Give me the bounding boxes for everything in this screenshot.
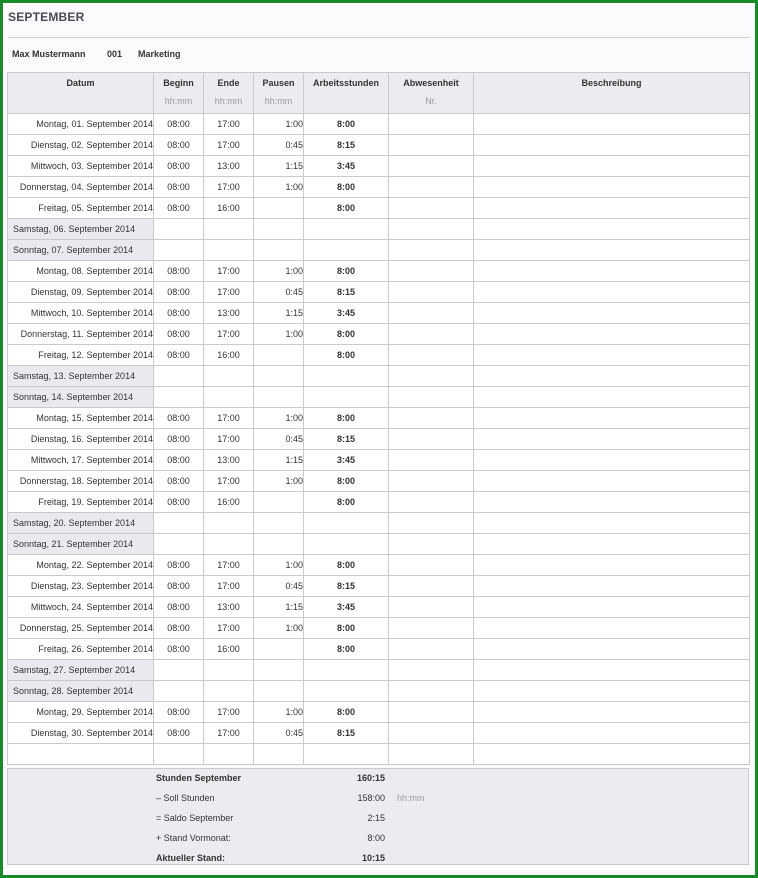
absence-cell[interactable] bbox=[389, 744, 474, 765]
pause-cell[interactable]: 1:00 bbox=[254, 555, 304, 576]
end-cell[interactable]: 17:00 bbox=[204, 618, 254, 639]
pause-cell[interactable] bbox=[254, 240, 304, 261]
pause-cell[interactable]: 1:00 bbox=[254, 618, 304, 639]
pause-cell[interactable]: 0:45 bbox=[254, 723, 304, 744]
pause-cell[interactable]: 1:00 bbox=[254, 702, 304, 723]
employee-number: 001 bbox=[107, 49, 123, 59]
begin-cell[interactable]: 08:00 bbox=[154, 261, 204, 282]
table-row-weekend bbox=[8, 513, 750, 534]
description-cell[interactable] bbox=[474, 408, 750, 429]
begin-cell[interactable]: 08:00 bbox=[154, 450, 204, 471]
begin-cell[interactable]: 08:00 bbox=[154, 408, 204, 429]
table-row bbox=[8, 261, 750, 282]
absence-cell[interactable] bbox=[389, 303, 474, 324]
absence-cell[interactable] bbox=[389, 198, 474, 219]
pause-cell[interactable]: 1:00 bbox=[254, 471, 304, 492]
hours-cell[interactable]: 8:00 bbox=[304, 618, 389, 639]
begin-cell[interactable]: 08:00 bbox=[154, 345, 204, 366]
date-cell[interactable]: Mittwoch, 17. September 2014 bbox=[8, 450, 154, 471]
begin-cell[interactable]: 08:00 bbox=[154, 429, 204, 450]
description-cell[interactable] bbox=[474, 156, 750, 177]
date-cell[interactable]: Dienstag, 30. September 2014 bbox=[8, 723, 154, 744]
description-cell[interactable] bbox=[474, 429, 750, 450]
date-cell[interactable]: Samstag, 27. September 2014 bbox=[8, 660, 154, 681]
table-row bbox=[8, 576, 750, 597]
pause-cell[interactable] bbox=[254, 513, 304, 534]
summary-previous-label: + Stand Vormonat: bbox=[156, 833, 231, 843]
hours-cell[interactable]: 8:00 bbox=[304, 471, 389, 492]
date-cell[interactable]: Sonntag, 21. September 2014 bbox=[8, 534, 154, 555]
description-cell[interactable] bbox=[474, 387, 750, 408]
end-cell[interactable] bbox=[204, 534, 254, 555]
absence-cell[interactable] bbox=[389, 408, 474, 429]
page-title: SEPTEMBER bbox=[8, 10, 85, 24]
hours-cell[interactable]: 3:45 bbox=[304, 450, 389, 471]
table-row bbox=[8, 744, 750, 765]
end-cell[interactable] bbox=[204, 366, 254, 387]
hours-cell[interactable]: 8:00 bbox=[304, 198, 389, 219]
description-cell[interactable] bbox=[474, 597, 750, 618]
end-cell[interactable]: 16:00 bbox=[204, 198, 254, 219]
table-row bbox=[8, 618, 750, 639]
pause-cell[interactable] bbox=[254, 366, 304, 387]
end-cell[interactable] bbox=[204, 744, 254, 765]
date-cell[interactable]: Donnerstag, 04. September 2014 bbox=[8, 177, 154, 198]
end-cell[interactable] bbox=[204, 240, 254, 261]
absence-cell[interactable] bbox=[389, 471, 474, 492]
description-cell[interactable] bbox=[474, 135, 750, 156]
begin-cell[interactable] bbox=[154, 660, 204, 681]
col-header-pausen: Pausen hh:mm bbox=[254, 73, 304, 114]
summary-balance-value: 2:15 bbox=[367, 813, 385, 823]
table-row-weekend bbox=[8, 366, 750, 387]
absence-cell[interactable] bbox=[389, 660, 474, 681]
end-cell[interactable]: 17:00 bbox=[204, 282, 254, 303]
table-row-weekend bbox=[8, 240, 750, 261]
absence-cell[interactable] bbox=[389, 576, 474, 597]
col-header-ende: Ende hh:mm bbox=[204, 73, 254, 114]
summary-hours-label: Stunden September bbox=[156, 773, 242, 783]
date-cell[interactable]: Dienstag, 23. September 2014 bbox=[8, 576, 154, 597]
date-cell[interactable]: Dienstag, 16. September 2014 bbox=[8, 429, 154, 450]
end-cell[interactable] bbox=[204, 387, 254, 408]
timesheet-table bbox=[7, 72, 750, 765]
date-cell[interactable]: Sonntag, 14. September 2014 bbox=[8, 387, 154, 408]
pause-cell[interactable]: 1:15 bbox=[254, 303, 304, 324]
date-cell[interactable]: Sonntag, 07. September 2014 bbox=[8, 240, 154, 261]
summary-balance-label: = Saldo September bbox=[156, 813, 234, 823]
end-cell[interactable]: 17:00 bbox=[204, 408, 254, 429]
date-cell[interactable]: Freitag, 12. September 2014 bbox=[8, 345, 154, 366]
absence-cell[interactable] bbox=[389, 345, 474, 366]
table-row bbox=[8, 555, 750, 576]
pause-cell[interactable]: 1:00 bbox=[254, 261, 304, 282]
pause-cell[interactable] bbox=[254, 744, 304, 765]
begin-cell[interactable]: 08:00 bbox=[154, 198, 204, 219]
begin-cell[interactable] bbox=[154, 240, 204, 261]
absence-cell[interactable] bbox=[389, 114, 474, 135]
summary-target-label: – Soll Stunden bbox=[156, 793, 215, 803]
end-cell[interactable] bbox=[204, 219, 254, 240]
pause-cell[interactable]: 0:45 bbox=[254, 282, 304, 303]
table-row-weekend bbox=[8, 681, 750, 702]
table-row bbox=[8, 177, 750, 198]
begin-cell[interactable] bbox=[154, 744, 204, 765]
summary-current-value: 10:15 bbox=[361, 853, 385, 863]
table-row bbox=[8, 198, 750, 219]
absence-cell[interactable] bbox=[389, 282, 474, 303]
begin-cell[interactable] bbox=[154, 366, 204, 387]
hours-cell[interactable] bbox=[304, 219, 389, 240]
table-row bbox=[8, 408, 750, 429]
date-cell[interactable]: Dienstag, 02. September 2014 bbox=[8, 135, 154, 156]
monthly-summary bbox=[7, 768, 749, 865]
table-row bbox=[8, 639, 750, 660]
begin-cell[interactable]: 08:00 bbox=[154, 471, 204, 492]
absence-cell[interactable] bbox=[389, 177, 474, 198]
absence-cell[interactable] bbox=[389, 387, 474, 408]
summary-current-label: Aktueller Stand: bbox=[156, 853, 226, 863]
hours-cell[interactable]: 8:00 bbox=[304, 114, 389, 135]
table-row bbox=[8, 135, 750, 156]
description-cell[interactable] bbox=[474, 114, 750, 135]
hours-cell[interactable] bbox=[304, 534, 389, 555]
end-cell[interactable]: 17:00 bbox=[204, 471, 254, 492]
begin-cell[interactable]: 08:00 bbox=[154, 156, 204, 177]
table-row bbox=[8, 471, 750, 492]
hours-cell[interactable] bbox=[304, 366, 389, 387]
begin-cell[interactable] bbox=[154, 534, 204, 555]
absence-cell[interactable] bbox=[389, 135, 474, 156]
begin-cell[interactable]: 08:00 bbox=[154, 555, 204, 576]
hours-cell[interactable]: 8:00 bbox=[304, 702, 389, 723]
date-cell[interactable]: Montag, 08. September 2014 bbox=[8, 261, 154, 282]
absence-cell[interactable] bbox=[389, 597, 474, 618]
pause-cell[interactable]: 0:45 bbox=[254, 576, 304, 597]
employee-name: Max Mustermann bbox=[12, 49, 86, 59]
hours-cell[interactable] bbox=[304, 744, 389, 765]
col-header-beschreibung: Beschreibung bbox=[474, 73, 750, 114]
end-cell[interactable]: 17:00 bbox=[204, 114, 254, 135]
date-cell[interactable]: Freitag, 19. September 2014 bbox=[8, 492, 154, 513]
table-header-row bbox=[8, 73, 750, 114]
end-cell[interactable]: 17:00 bbox=[204, 555, 254, 576]
end-cell[interactable]: 17:00 bbox=[204, 723, 254, 744]
pause-cell[interactable] bbox=[254, 660, 304, 681]
description-cell[interactable] bbox=[474, 555, 750, 576]
pause-cell[interactable] bbox=[254, 219, 304, 240]
description-cell[interactable] bbox=[474, 177, 750, 198]
date-cell[interactable]: Montag, 22. September 2014 bbox=[8, 555, 154, 576]
hours-cell[interactable] bbox=[304, 240, 389, 261]
pause-cell[interactable] bbox=[254, 198, 304, 219]
description-cell[interactable] bbox=[474, 513, 750, 534]
begin-cell[interactable]: 08:00 bbox=[154, 597, 204, 618]
end-cell[interactable]: 13:00 bbox=[204, 156, 254, 177]
absence-cell[interactable] bbox=[389, 702, 474, 723]
description-cell[interactable] bbox=[474, 723, 750, 744]
hours-cell[interactable]: 8:00 bbox=[304, 324, 389, 345]
hours-cell[interactable] bbox=[304, 660, 389, 681]
pause-cell[interactable]: 1:15 bbox=[254, 450, 304, 471]
pause-cell[interactable]: 1:00 bbox=[254, 324, 304, 345]
absence-cell[interactable] bbox=[389, 366, 474, 387]
date-cell[interactable]: Montag, 01. September 2014 bbox=[8, 114, 154, 135]
table-row bbox=[8, 345, 750, 366]
date-cell[interactable]: Samstag, 20. September 2014 bbox=[8, 513, 154, 534]
absence-cell[interactable] bbox=[389, 156, 474, 177]
absence-cell[interactable] bbox=[389, 555, 474, 576]
date-cell[interactable] bbox=[8, 744, 154, 765]
table-row bbox=[8, 702, 750, 723]
date-cell[interactable]: Donnerstag, 25. September 2014 bbox=[8, 618, 154, 639]
description-cell[interactable] bbox=[474, 744, 750, 765]
absence-cell[interactable] bbox=[389, 429, 474, 450]
date-cell[interactable]: Mittwoch, 10. September 2014 bbox=[8, 303, 154, 324]
pause-cell[interactable]: 1:15 bbox=[254, 156, 304, 177]
description-cell[interactable] bbox=[474, 261, 750, 282]
date-cell[interactable]: Mittwoch, 03. September 2014 bbox=[8, 156, 154, 177]
date-cell[interactable]: Montag, 29. September 2014 bbox=[8, 702, 154, 723]
pause-cell[interactable]: 1:00 bbox=[254, 408, 304, 429]
pause-cell[interactable]: 0:45 bbox=[254, 429, 304, 450]
description-cell[interactable] bbox=[474, 639, 750, 660]
table-row bbox=[8, 114, 750, 135]
description-cell[interactable] bbox=[474, 324, 750, 345]
absence-cell[interactable] bbox=[389, 492, 474, 513]
hours-cell[interactable]: 3:45 bbox=[304, 303, 389, 324]
table-row bbox=[8, 450, 750, 471]
end-cell[interactable]: 17:00 bbox=[204, 135, 254, 156]
begin-cell[interactable]: 08:00 bbox=[154, 618, 204, 639]
date-cell[interactable]: Samstag, 13. September 2014 bbox=[8, 366, 154, 387]
date-cell[interactable]: Donnerstag, 18. September 2014 bbox=[8, 471, 154, 492]
hours-cell[interactable]: 8:00 bbox=[304, 555, 389, 576]
description-cell[interactable] bbox=[474, 576, 750, 597]
end-cell[interactable]: 17:00 bbox=[204, 576, 254, 597]
date-cell[interactable]: Donnerstag, 11. September 2014 bbox=[8, 324, 154, 345]
hours-cell[interactable]: 3:45 bbox=[304, 156, 389, 177]
table-row-weekend bbox=[8, 387, 750, 408]
summary-target-value: 158:00 bbox=[357, 793, 385, 803]
description-cell[interactable] bbox=[474, 471, 750, 492]
hours-cell[interactable]: 3:45 bbox=[304, 597, 389, 618]
absence-cell[interactable] bbox=[389, 261, 474, 282]
table-row bbox=[8, 597, 750, 618]
begin-cell[interactable] bbox=[154, 681, 204, 702]
begin-cell[interactable]: 08:00 bbox=[154, 324, 204, 345]
hours-cell[interactable]: 8:15 bbox=[304, 576, 389, 597]
pause-cell[interactable] bbox=[254, 681, 304, 702]
table-row bbox=[8, 723, 750, 744]
pause-cell[interactable] bbox=[254, 534, 304, 555]
absence-cell[interactable] bbox=[389, 450, 474, 471]
absence-cell[interactable] bbox=[389, 240, 474, 261]
absence-cell[interactable] bbox=[389, 219, 474, 240]
pause-cell[interactable]: 1:15 bbox=[254, 597, 304, 618]
begin-cell[interactable]: 08:00 bbox=[154, 282, 204, 303]
description-cell[interactable] bbox=[474, 534, 750, 555]
hours-cell[interactable] bbox=[304, 681, 389, 702]
end-cell[interactable]: 13:00 bbox=[204, 450, 254, 471]
col-header-abwesenheit: Abwesenheit Nr. bbox=[389, 73, 474, 114]
table-row bbox=[8, 156, 750, 177]
date-cell[interactable]: Montag, 15. September 2014 bbox=[8, 408, 154, 429]
absence-cell[interactable] bbox=[389, 723, 474, 744]
begin-cell[interactable]: 08:00 bbox=[154, 303, 204, 324]
description-cell[interactable] bbox=[474, 660, 750, 681]
date-cell[interactable]: Freitag, 05. September 2014 bbox=[8, 198, 154, 219]
date-cell[interactable]: Samstag, 06. September 2014 bbox=[8, 219, 154, 240]
description-cell[interactable] bbox=[474, 240, 750, 261]
end-cell[interactable]: 17:00 bbox=[204, 177, 254, 198]
col-header-arbeitsstunden: Arbeitsstunden bbox=[304, 73, 389, 114]
description-cell[interactable] bbox=[474, 450, 750, 471]
employee-department: Marketing bbox=[138, 49, 181, 59]
end-cell[interactable] bbox=[204, 513, 254, 534]
description-cell[interactable] bbox=[474, 492, 750, 513]
end-cell[interactable]: 16:00 bbox=[204, 492, 254, 513]
absence-cell[interactable] bbox=[389, 534, 474, 555]
begin-cell[interactable]: 08:00 bbox=[154, 702, 204, 723]
begin-cell[interactable]: 08:00 bbox=[154, 576, 204, 597]
end-cell[interactable] bbox=[204, 681, 254, 702]
hours-cell[interactable]: 8:15 bbox=[304, 135, 389, 156]
end-cell[interactable]: 13:00 bbox=[204, 597, 254, 618]
begin-cell[interactable]: 08:00 bbox=[154, 639, 204, 660]
begin-cell[interactable]: 08:00 bbox=[154, 723, 204, 744]
absence-cell[interactable] bbox=[389, 618, 474, 639]
hours-cell[interactable] bbox=[304, 513, 389, 534]
end-cell[interactable]: 17:00 bbox=[204, 324, 254, 345]
begin-cell[interactable]: 08:00 bbox=[154, 114, 204, 135]
end-cell[interactable]: 13:00 bbox=[204, 303, 254, 324]
pause-cell[interactable]: 0:45 bbox=[254, 135, 304, 156]
begin-cell[interactable]: 08:00 bbox=[154, 177, 204, 198]
begin-cell[interactable] bbox=[154, 219, 204, 240]
pause-cell[interactable]: 1:00 bbox=[254, 177, 304, 198]
hours-cell[interactable]: 8:15 bbox=[304, 723, 389, 744]
description-cell[interactable] bbox=[474, 702, 750, 723]
hours-cell[interactable] bbox=[304, 387, 389, 408]
hours-cell[interactable]: 8:15 bbox=[304, 429, 389, 450]
date-cell[interactable]: Mittwoch, 24. September 2014 bbox=[8, 597, 154, 618]
absence-cell[interactable] bbox=[389, 513, 474, 534]
date-cell[interactable]: Sonntag, 28. September 2014 bbox=[8, 681, 154, 702]
description-cell[interactable] bbox=[474, 282, 750, 303]
table-row bbox=[8, 324, 750, 345]
absence-cell[interactable] bbox=[389, 681, 474, 702]
end-cell[interactable] bbox=[204, 660, 254, 681]
absence-cell[interactable] bbox=[389, 639, 474, 660]
begin-cell[interactable]: 08:00 bbox=[154, 135, 204, 156]
description-cell[interactable] bbox=[474, 681, 750, 702]
table-row-weekend bbox=[8, 219, 750, 240]
begin-cell[interactable]: 08:00 bbox=[154, 492, 204, 513]
description-cell[interactable] bbox=[474, 366, 750, 387]
hours-cell[interactable]: 8:00 bbox=[304, 177, 389, 198]
hours-cell[interactable]: 8:00 bbox=[304, 408, 389, 429]
hours-cell[interactable]: 8:00 bbox=[304, 345, 389, 366]
description-cell[interactable] bbox=[474, 219, 750, 240]
table-row bbox=[8, 492, 750, 513]
table-row bbox=[8, 303, 750, 324]
pause-cell[interactable] bbox=[254, 387, 304, 408]
summary-hours-value: 160:15 bbox=[356, 773, 385, 783]
end-cell[interactable]: 17:00 bbox=[204, 702, 254, 723]
summary-target-unit: hh:mm bbox=[397, 793, 425, 803]
col-header-datum: Datum bbox=[8, 73, 154, 114]
date-cell[interactable]: Freitag, 26. September 2014 bbox=[8, 639, 154, 660]
table-row bbox=[8, 429, 750, 450]
table-row-weekend bbox=[8, 660, 750, 681]
description-cell[interactable] bbox=[474, 618, 750, 639]
pause-cell[interactable] bbox=[254, 345, 304, 366]
pause-cell[interactable] bbox=[254, 639, 304, 660]
summary-previous-value: 8:00 bbox=[367, 833, 385, 843]
end-cell[interactable]: 16:00 bbox=[204, 639, 254, 660]
end-cell[interactable]: 17:00 bbox=[204, 261, 254, 282]
description-cell[interactable] bbox=[474, 303, 750, 324]
absence-cell[interactable] bbox=[389, 324, 474, 345]
hours-cell[interactable]: 8:00 bbox=[304, 639, 389, 660]
hours-cell[interactable]: 8:15 bbox=[304, 282, 389, 303]
table-row-weekend bbox=[8, 534, 750, 555]
end-cell[interactable]: 17:00 bbox=[204, 429, 254, 450]
pause-cell[interactable] bbox=[254, 492, 304, 513]
col-header-beginn: Beginn hh:mm bbox=[154, 73, 204, 114]
begin-cell[interactable] bbox=[154, 513, 204, 534]
begin-cell[interactable] bbox=[154, 387, 204, 408]
pause-cell[interactable]: 1:00 bbox=[254, 114, 304, 135]
date-cell[interactable]: Dienstag, 09. September 2014 bbox=[8, 282, 154, 303]
end-cell[interactable]: 16:00 bbox=[204, 345, 254, 366]
title-divider bbox=[8, 37, 750, 38]
description-cell[interactable] bbox=[474, 345, 750, 366]
description-cell[interactable] bbox=[474, 198, 750, 219]
hours-cell[interactable]: 8:00 bbox=[304, 492, 389, 513]
table-row bbox=[8, 282, 750, 303]
hours-cell[interactable]: 8:00 bbox=[304, 261, 389, 282]
